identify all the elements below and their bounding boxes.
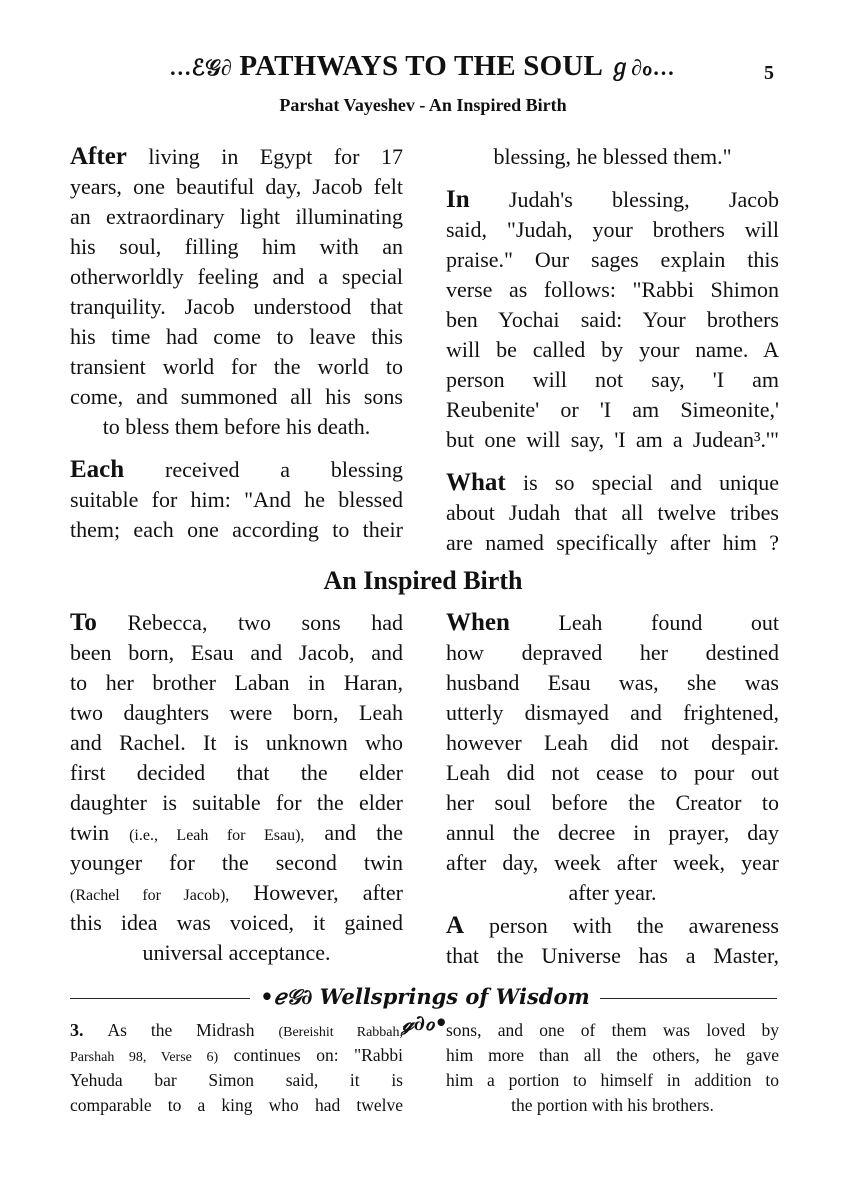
text-segment: person will not say, 'I am [446, 367, 779, 392]
text-line [70, 668, 403, 698]
lead-word: To [70, 609, 97, 636]
text-segment: his soul, filling him with an [70, 234, 403, 259]
text-line [446, 668, 779, 698]
text-segment: otherworldly feeling and a special [70, 264, 403, 289]
text-segment: Reubenite' or 'I am Simeonite,' [446, 397, 779, 422]
text-line [70, 878, 403, 908]
ornament-right-icon: ℊ∂ℴ… [608, 55, 675, 80]
lead-word: A [446, 912, 465, 939]
text-segment: blessing, he blessed them." [493, 144, 732, 169]
text-line [70, 382, 403, 412]
section-left-column [70, 608, 403, 981]
text-segment: universal acceptance. [142, 940, 331, 965]
text-segment: daughter is suitable for the elder [70, 790, 403, 815]
text-line [446, 1043, 779, 1068]
text-line [70, 455, 403, 485]
text-line [70, 758, 403, 788]
text-segment: the portion with his brothers. [511, 1095, 714, 1115]
text-segment: but one will say, 'I am a Judean³.'" [446, 427, 779, 452]
text-line [446, 185, 779, 215]
text-line [70, 1068, 403, 1093]
footnote-heading-text: Wellsprings of Wisdom [319, 984, 590, 1009]
paragraph [446, 608, 779, 908]
citation-text: (i.e., Leah for Esau), [129, 827, 305, 844]
paragraph [446, 468, 779, 558]
footnote-divider-right [600, 998, 777, 999]
text-line [70, 818, 403, 848]
text-line [70, 412, 403, 442]
paragraph [70, 142, 403, 442]
text-line [70, 485, 403, 515]
footnote-ornament-left-icon: •ℯ𝒢∂ [260, 984, 313, 1009]
lead-word: 3. [70, 1020, 84, 1040]
section-right-column [446, 608, 779, 984]
text-segment: will be called by your name. A [446, 337, 779, 362]
text-segment: transient world for the world to [70, 354, 403, 379]
text-line [70, 232, 403, 262]
text-line [70, 848, 403, 878]
text-segment: husband Esau was, she was [446, 670, 779, 695]
text-line [70, 202, 403, 232]
text-line [70, 292, 403, 322]
text-segment: two daughters were born, Leah [70, 700, 403, 725]
intro-right-column [446, 142, 779, 571]
text-line [70, 172, 403, 202]
text-segment: his time had come to leave this [70, 324, 403, 349]
citation-text: (Rachel for Jacob), [70, 887, 230, 904]
text-line [446, 638, 779, 668]
text-line [70, 938, 403, 968]
text-line [446, 528, 779, 558]
paragraph [70, 455, 403, 545]
text-segment: an extraordinary light illuminating [70, 204, 403, 229]
text-segment: Judah's blessing, Jacob [469, 187, 779, 212]
text-segment: comparable to a king who had twelve [70, 1095, 403, 1115]
paragraph [70, 608, 403, 968]
text-segment: him a portion to himself in addition to [446, 1070, 779, 1090]
text-line [446, 1018, 779, 1043]
text-segment: first decided that the elder [70, 760, 403, 785]
lead-word: Each [70, 456, 125, 483]
text-line [70, 142, 403, 172]
text-line [446, 758, 779, 788]
text-segment: Yehuda bar Simon said, it is [70, 1070, 403, 1090]
text-line [446, 245, 779, 275]
lead-word: After [70, 143, 127, 170]
text-line [446, 788, 779, 818]
text-line [446, 1093, 779, 1118]
text-line [446, 911, 779, 941]
text-segment: continues on: "Rabbi [218, 1045, 403, 1065]
running-header [132, 50, 712, 83]
text-segment: after day, week after week, year [446, 850, 779, 875]
text-segment: that the Universe has a Master, [446, 943, 779, 968]
text-line [70, 1093, 403, 1118]
text-line [446, 818, 779, 848]
text-line [446, 498, 779, 528]
text-segment: received a blessing [124, 457, 403, 482]
lead-word: When [446, 609, 510, 636]
lead-word: In [446, 186, 470, 213]
header-title: PATHWAYS TO THE SOUL [239, 50, 602, 82]
text-segment: him more than all the others, he gave [446, 1045, 779, 1065]
text-segment: tranquility. Jacob understood that [70, 294, 403, 319]
text-segment: said, "Judah, your brothers will [446, 217, 779, 242]
text-line [446, 365, 779, 395]
text-line [70, 698, 403, 728]
text-line [446, 335, 779, 365]
text-line [70, 262, 403, 292]
text-line [446, 608, 779, 638]
footnote-divider-left [70, 998, 250, 999]
text-segment: sons, and one of them was loved by [446, 1020, 779, 1040]
text-segment: however Leah did not despair. [446, 730, 779, 755]
text-line [446, 395, 779, 425]
text-line [446, 215, 779, 245]
text-segment: As the Midrash [83, 1020, 279, 1040]
text-segment: Leah found out [509, 610, 779, 635]
text-segment: Rebecca, two sons had [96, 610, 403, 635]
page-subtitle: Parshat Vayeshev - An Inspired Birth [279, 95, 567, 115]
text-line [446, 848, 779, 878]
text-segment: annul the decree in prayer, day [446, 820, 779, 845]
text-line [70, 908, 403, 938]
paragraph [446, 142, 779, 172]
text-segment: verse as follows: "Rabbi Shimon [446, 277, 779, 302]
text-line [446, 142, 779, 172]
text-segment: However, after [229, 880, 403, 905]
text-line [446, 275, 779, 305]
paragraph [446, 185, 779, 455]
text-segment: been born, Esau and Jacob, and [70, 640, 403, 665]
text-line [70, 638, 403, 668]
text-line [70, 1043, 403, 1068]
text-segment: is so special and unique [505, 470, 779, 495]
text-line [446, 468, 779, 498]
paragraph [446, 911, 779, 971]
text-segment: this idea was voiced, it gained [70, 910, 403, 935]
text-segment: them; each one according to their [70, 517, 403, 542]
footnote-left-column [70, 1018, 403, 1131]
lead-word: What [446, 469, 506, 496]
text-segment: come, and summoned all his sons [70, 384, 403, 409]
text-segment: praise." Our sages explain this [446, 247, 779, 272]
text-segment: and Rachel. It is unknown who [70, 730, 403, 755]
text-line [70, 352, 403, 382]
citation-text: (Bereishit Rabbah, [278, 1025, 403, 1040]
text-segment: after year. [568, 880, 657, 905]
text-line [446, 425, 779, 455]
text-segment: years, one beautiful day, Jacob felt [70, 174, 403, 199]
text-segment: to bless them before his death. [102, 414, 371, 439]
page-number: 5 [764, 62, 774, 84]
text-line [446, 878, 779, 908]
citation-text: Parshah 98, Verse 6) [70, 1050, 219, 1065]
text-segment: suitable for him: "And he blessed [70, 487, 403, 512]
footnote-right-column [446, 1018, 779, 1131]
text-segment: younger for the second twin [70, 850, 403, 875]
text-line [70, 788, 403, 818]
text-line [446, 941, 779, 971]
paragraph [446, 1018, 779, 1118]
text-segment: about Judah that all twelve tribes [446, 500, 779, 525]
text-segment: living in Egypt for 17 [126, 144, 403, 169]
text-line [446, 305, 779, 335]
text-line [70, 322, 403, 352]
text-segment: how depraved her destined [446, 640, 779, 665]
text-segment: person with the awareness [464, 913, 779, 938]
text-line [70, 608, 403, 638]
text-line [446, 728, 779, 758]
text-segment: to her brother Laban in Haran, [70, 670, 403, 695]
text-segment: Leah did not cease to pour out [446, 760, 779, 785]
paragraph [70, 1018, 403, 1118]
text-segment: are named specifically after him ? [446, 530, 779, 555]
ornament-left-icon: …ℰ𝒢∂ [169, 55, 232, 80]
text-segment: her soul before the Creator to [446, 790, 779, 815]
section-heading: An Inspired Birth [323, 566, 523, 595]
text-segment: utterly dismayed and frightened, [446, 700, 779, 725]
text-line [446, 698, 779, 728]
text-line [70, 728, 403, 758]
text-line [70, 515, 403, 545]
text-segment: twin [70, 820, 130, 845]
intro-left-column [70, 142, 403, 558]
text-line [70, 1018, 403, 1043]
text-segment: and the [304, 820, 403, 845]
text-line [446, 1068, 779, 1093]
footnote-ornament-right-icon: ℊ∂ℴ• [402, 1010, 448, 1035]
text-segment: ben Yochai said: Your brothers [446, 307, 779, 332]
